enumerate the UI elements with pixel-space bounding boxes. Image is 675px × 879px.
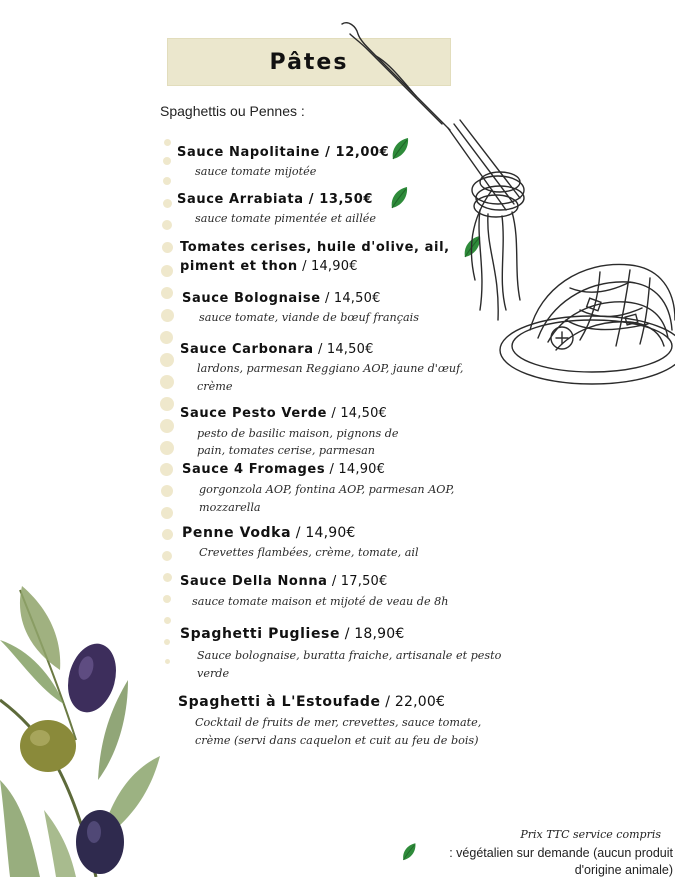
item-price-bolognaise: / 14,50€ [320,291,381,306]
item-name-pesto-verde [180,406,387,421]
item-desc-arrabiata: sauce tomate pimentée et aillée [195,212,377,225]
footer-price-note: Prix TTC service compris [520,828,661,841]
fork-pasta-illustration [330,20,675,395]
item-desc-pesto-verde-line2: pain, tomates cerise, parmesan [197,444,375,457]
item-name-napolitaine: Sauce Napolitaine / 12,00€ [177,145,390,160]
item-desc-carbonara: lardons, parmesan Reggiano AOP, jaune d'œuf, [197,362,464,375]
item-price-carbonara: / 14,50€ [313,342,374,357]
item-desc-della-nonna: sauce tomate maison et mijoté de veau de 8h [192,595,449,608]
item-price-tomates-cerises: / 14,90€ [297,259,358,274]
page-title: Pâtes [269,49,349,75]
item-title-pesto-verde: Sauce Pesto Verde [180,406,328,421]
item-desc-bolognaise: sauce tomate, viande de bœuf français [199,311,419,324]
item-desc-pugliese-line2: verde [197,667,230,680]
item-price-estoufade: / 22,00€ [380,694,446,710]
item-name-tomates-cerises-cont: piment et thon [180,259,298,274]
subtitle: Spaghettis ou Pennes : [160,103,305,119]
item-title-penne-vodka: Penne Vodka [182,525,292,541]
item-title-estoufade: Spaghetti à L'Estoufade [178,694,381,710]
item-name-4-fromages [182,462,385,477]
item-desc-napolitaine: sauce tomate mijotée [195,165,317,178]
item-name-pugliese [180,626,404,642]
item-name-arrabiata: Sauce Arrabiata / 13,50€ [177,192,373,207]
item-desc-carbonara-line2: crème [197,380,233,393]
item-name-penne-vodka [182,525,356,541]
item-name-estoufade [178,694,445,710]
item-desc-4-fromages: gorgonzola AOP, fontina AOP, parmesan AOP, [199,483,455,496]
item-desc-pesto-verde: pesto de basilic maison, pignons de [197,427,399,440]
item-name-della-nonna [180,574,388,589]
item-price-pugliese: / 18,90€ [340,626,405,642]
item-price-penne-vodka: / 14,90€ [291,525,356,541]
vegan-leaf-icon [401,842,417,862]
item-desc-penne-vodka: Crevettes flambées, crème, tomate, ail [199,546,419,559]
item-desc-estoufade: Cocktail de fruits de mer, crevettes, sauce tomate, [195,716,482,729]
footer-vegan-note: : végétalien sur demande (aucun produit d'origine animale) [449,846,673,877]
item-title-carbonara: Sauce Carbonara [180,342,314,357]
item-price-pesto-verde: / 14,50€ [327,406,388,421]
item-title-della-nonna: Sauce Della Nonna [180,574,328,589]
item-desc-pugliese: Sauce bolognaise, buratta fraiche, artisanale et pesto [197,649,502,662]
olive-branch-illustration [0,580,170,877]
item-price-4-fromages: / 14,90€ [325,462,386,477]
item-title-4-fromages: Sauce 4 Fromages [182,462,326,477]
item-desc-4-fromages-line2: mozzarella [199,501,261,514]
item-price-della-nonna: / 17,50€ [327,574,388,589]
item-title-bolognaise: Sauce Bolognaise [182,291,321,306]
item-desc-estoufade-line2: crème (servi dans caquelon et cuit au feu de bois) [195,734,479,747]
item-name-tomates-cerises: Tomates cerises, huile d'olive, ail, [180,240,450,255]
item-title-pugliese: Spaghetti Pugliese [180,626,341,642]
